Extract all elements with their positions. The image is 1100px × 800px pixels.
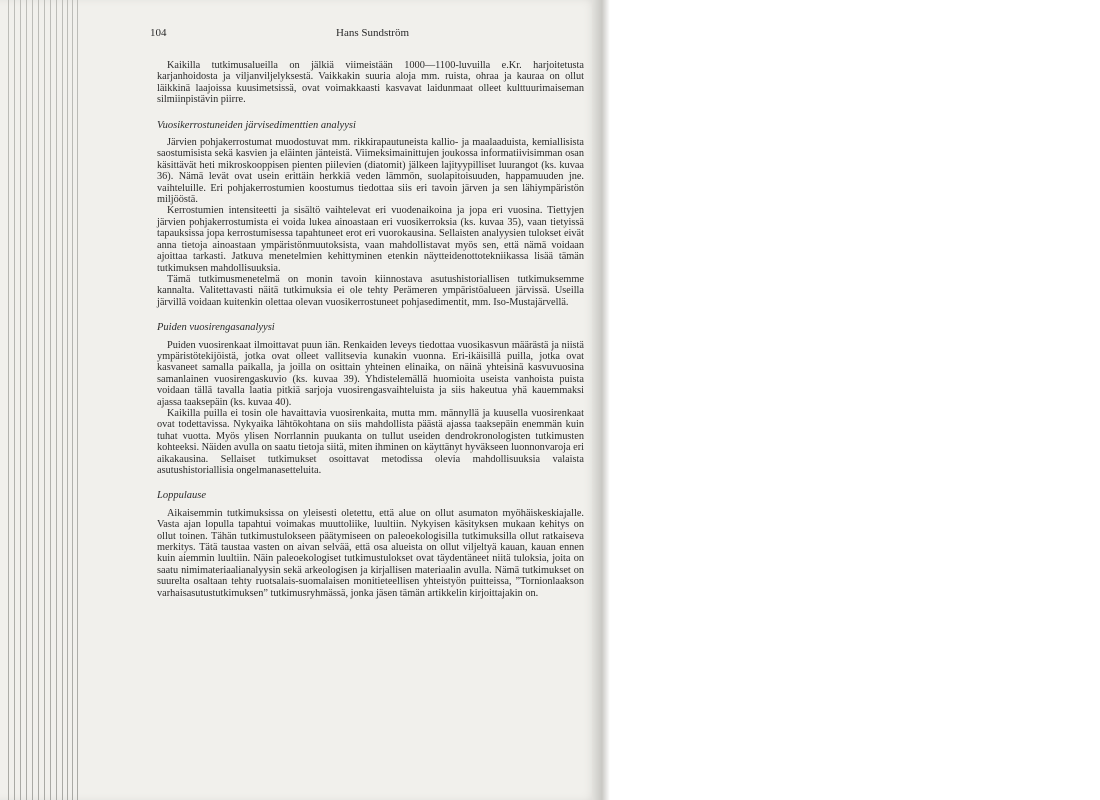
book-gutter — [592, 0, 610, 800]
paragraph: Aikaisemmin tutkimuksissa on yleisesti oletettu, että alue on ollut asumaton myöhäiskeskiajalle. Vasta ajan lopulla tapahtui voimakas muuttoliike, luultiin. Nykyisen käsityksen mukaan kehitys on ollut toinen. Tähän tutkimustulokseen päätymiseen on paleoekologisilla tutkimuksilla ollut ratkaiseva merkitys. Tätä taustaa vasten on aivan selvää, että osa alueista on ollut viljeltyä kauan, kauan ennen kuin aiemmin luultiin. Näin paleoekologiset tutkimustulokset ovat täydentäneet niitä tuloksia, joita on saatu nimimateriaalianalyysin sekä arkeologisen ja kirjallisen materiaalin avulla. Nämä tutkimukset on suurelta osaltaan tehty ruotsalais-suomalaisen monitieteellisen yhteistyön puitteissa, ”Tornionlaakson varhaisasutustutkimuksen” tutkimusryhmässä, jonka jäsen tämän artikkelin kirjoittajakin on. — [157, 507, 584, 599]
section-heading: Loppulause — [157, 490, 207, 502]
paragraph: Puiden vuosirenkaat ilmoittavat puun iän. Renkaiden leveys tiedottaa vuosikasvun määrästä ja niistä ympäristötekijöistä, jotka ovat olleet vallitsevia kunakin vuonna. Eri-ikäisillä puilla, jotka ovat kasvaneet samalla paikalla, ja joilla on osittain yhteinen elinaika, on näinä yhteisinä kasvuvuosina samanlainen vuosirengaskuvio (ks. kuvaa 39). Yhdistelemällä huomioita useista vanhoista puista voidaan tällä tavalla laatia pitkiä sarjoja vuosirengasvaihteluista ja siis hakeutua yhä kauemmaksi ajassa taaksepäin (ks. kuvaa 40). — [157, 339, 584, 408]
running-head — [150, 27, 590, 43]
paragraph: Kaikilla tutkimusalueilla on jälkiä viimeistään 1000—1100-luvuilla e.Kr. harjoitetusta karjanhoidosta ja viljanviljelyksestä. Vaikkakin suuria aloja mm. ruista, ohraa ja kauraa on ollut läikkinä laajoissa kuusimetsissä, ovat voimakkaasti kasvavat laidunmaat olleet kulttuurimaiseman silmiinpistävin piirre. — [157, 60, 584, 106]
section-heading: Puiden vuosirengasanalyysi — [157, 322, 275, 334]
page-number: 104 — [150, 27, 167, 39]
section-heading: Vuosikerrostuneiden järvisedimenttien analyysi — [157, 119, 356, 131]
page-edges — [0, 0, 80, 800]
paragraph: Kaikilla puilla ei tosin ole havaittavia vuosirenkaita, mutta mm. männyllä ja kuusella vuosirenkaat ovat todettavissa. Nykyaika lähtökohtana on siis mahdollista päästä ajassa taaksepäin enemmän kuin tuhat vuotta. Myös ylisen Norrlannin puukanta on tullut useiden dendrokronologisten tutkimusten kohteeksi. Näiden avulla on saatu tietoja siitä, miten ihminen on käyttänyt hyväkseen luonnonvaroja eri aikakausina. Sellaiset tutkimukset osoittavat metodissa olevia mahdollisuuksia valaista asutushistoriallisia ongelmanasetteluita. — [157, 407, 584, 476]
paragraph: Tämä tutkimusmenetelmä on monin tavoin kiinnostava asutushistoriallisen tutkimuksemme kannalta. Valitettavasti näitä tutkimuksia ei ole tehty Perämeren ympäristöalueen järvissä. Useilla järvillä voidaan kuitenkin olettaa olevan vuosikerrostuneet pohjasedimentit, mm. Iso-Mustajärvellä. — [157, 273, 584, 308]
body-text — [157, 60, 584, 599]
running-title: Hans Sundström — [336, 27, 410, 39]
paragraph: Järvien pohjakerrostumat muodostuvat mm. rikkirapautuneista kallio- ja maalaaduista, kemiallisista saostumisista sekä kasvien ja eläinten jänteistä. Viimeksimainittujen joukossa informatiivisimman osan käsittävät heti mikroskooppisen pienten piilevien (diatomit) jälkeen lajityypilliset luurangot (ks. kuvaa 36). Nämä levät ovat usein erittäin herkkiä veden lämmön, suolapitoisuuden, happamuuden jne. vaihteluille. Eri pohjakerrostumien koostumus tiedottaa siis eri tavoin järven ja sen lähiympäristön miljööstä. — [157, 137, 584, 206]
paragraph: Kerrostumien intensiteetti ja sisältö vaihtelevat eri vuodenaikoina ja jopa eri vuosina. Tiettyjen järvien pohjakerrostumista ei voida lukea ainoastaan eri vuosikerroksia (ks. kuvaa 35), vaan tietyissä tapauksissa jopa kerrostumisessa tapahtuneet erot eri vuorokausina. Sellaisten analyysien tulokset eivät anna tietoja ainoastaan ympäristönmuutoksista, vaan mahdollistavat myös sen, että nämä voidaan ajoittaa tarkasti. Jatkuva menetelmien kehittyminen etenkin näytteidenottotekniikassa lisää tämän tutkimuksen mahdollisuuksia. — [157, 205, 584, 274]
